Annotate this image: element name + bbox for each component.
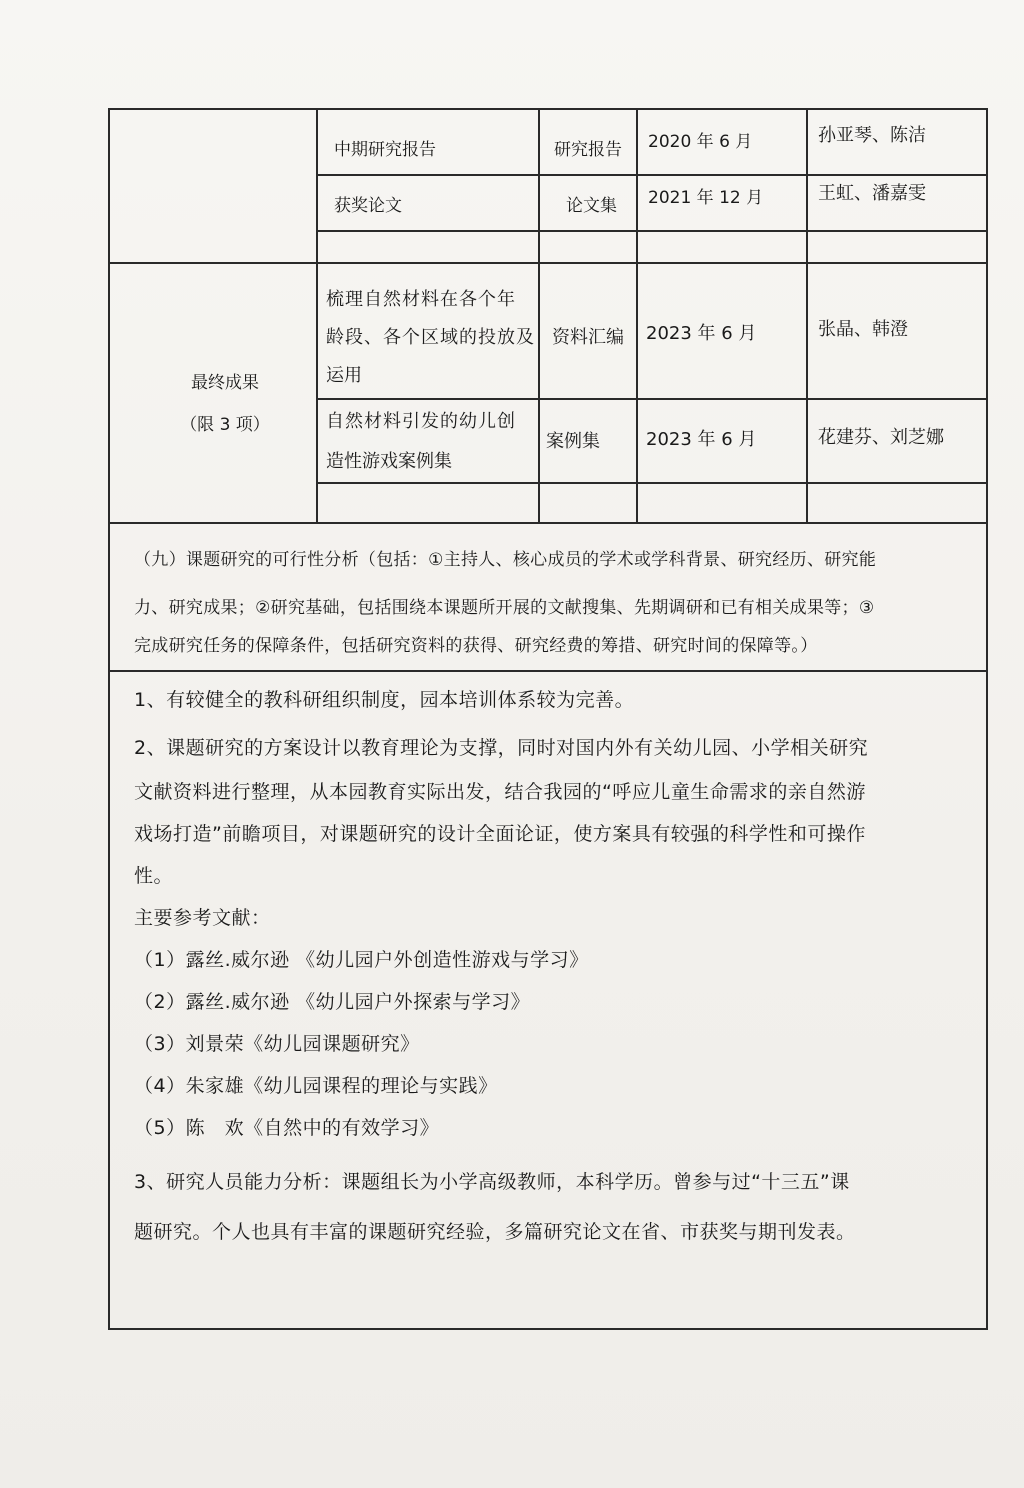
table-row-divider — [316, 398, 988, 400]
table-cell-name-line: 造性游戏案例集 — [326, 451, 452, 472]
reference-item: （5）陈 欢《自然中的有效学习》 — [134, 1117, 440, 1139]
table-cell-people: 孙亚琴、陈洁 — [818, 125, 926, 146]
table-divider — [316, 108, 318, 522]
table-divider — [806, 108, 808, 522]
table-cell-name-line: 龄段、各个区域的投放及 — [326, 327, 535, 348]
table-cell-people: 张晶、韩澄 — [818, 319, 908, 340]
section-divider — [108, 670, 988, 672]
table-row-divider — [316, 174, 988, 176]
reference-item: （3）刘景荣《幼儿园课题研究》 — [134, 1033, 420, 1055]
table-cell-type: 案例集 — [546, 431, 600, 452]
reference-item: （4）朱家雄《幼儿园课程的理论与实践》 — [134, 1075, 498, 1097]
table-cell-name: 获奖论文 — [334, 196, 402, 216]
table-cell-name-line: 运用 — [326, 365, 362, 386]
reference-item: （2）露丝.威尔逊 《幼儿园户外探索与学习》 — [134, 991, 531, 1013]
table-cell-name-line: 梳理自然材料在各个年 — [326, 289, 516, 310]
section-heading-line: 力、研究成果；②研究基础，包括围绕本课题所开展的文献搜集、先期调研和已有相关成果等；③ — [134, 598, 875, 618]
final-results-label: 最终成果 — [191, 373, 259, 393]
table-cell-date: 2020 年 6 月 — [648, 132, 753, 152]
table-row-divider — [316, 230, 988, 232]
table-divider — [538, 108, 540, 522]
table-cell-people: 王虹、潘嘉雯 — [818, 183, 926, 204]
table-row-divider — [316, 482, 988, 484]
body-line: 性。 — [134, 865, 174, 887]
section-divider — [108, 522, 988, 524]
table-cell-date: 2023 年 6 月 — [646, 429, 757, 450]
body-line: 2、课题研究的方案设计以教育理论为支撑，同时对国内外有关幼儿园、小学相关研究 — [134, 737, 869, 759]
table-cell-date: 2021 年 12 月 — [648, 188, 764, 208]
table-divider — [636, 108, 638, 522]
table-cell-people: 花建芬、刘芝娜 — [818, 427, 944, 448]
table-cell-type: 资料汇编 — [552, 327, 624, 348]
table-cell-date: 2023 年 6 月 — [646, 323, 757, 344]
table-cell-name-line: 自然材料引发的幼儿创 — [326, 411, 516, 432]
references-heading: 主要参考文献： — [134, 907, 271, 929]
table-cell-name: 中期研究报告 — [334, 140, 436, 160]
table-cell-type: 论文集 — [566, 196, 617, 216]
reference-item: （1）露丝.威尔逊 《幼儿园户外创造性游戏与学习》 — [134, 949, 589, 971]
table-cell-type: 研究报告 — [554, 140, 622, 160]
table-row-divider — [108, 262, 988, 264]
section-heading-line: 完成研究任务的保障条件，包括研究资料的获得、研究经费的筹措、研究时间的保障等。） — [134, 636, 818, 656]
final-results-limit: （限 3 项） — [180, 415, 270, 435]
body-line: 题研究。个人也具有丰富的课题研究经验，多篇研究论文在省、市获奖与期刊发表。 — [134, 1221, 856, 1243]
section-heading-line: （九）课题研究的可行性分析（包括：①主持人、核心成员的学术或学科背景、研究经历、研究能 — [134, 550, 877, 570]
body-line: 1、有较健全的教科研组织制度，园本培训体系较为完善。 — [134, 689, 635, 711]
body-line: 3、研究人员能力分析：课题组长为小学高级教师，本科学历。曾参与过“十三五”课 — [134, 1171, 850, 1193]
body-line: 戏场打造”前瞻项目，对课题研究的设计全面论证，使方案具有较强的科学性和可操作 — [134, 823, 866, 845]
body-line: 文献资料进行整理，从本园教育实际出发，结合我园的“呼应儿童生命需求的亲自然游 — [134, 781, 866, 803]
